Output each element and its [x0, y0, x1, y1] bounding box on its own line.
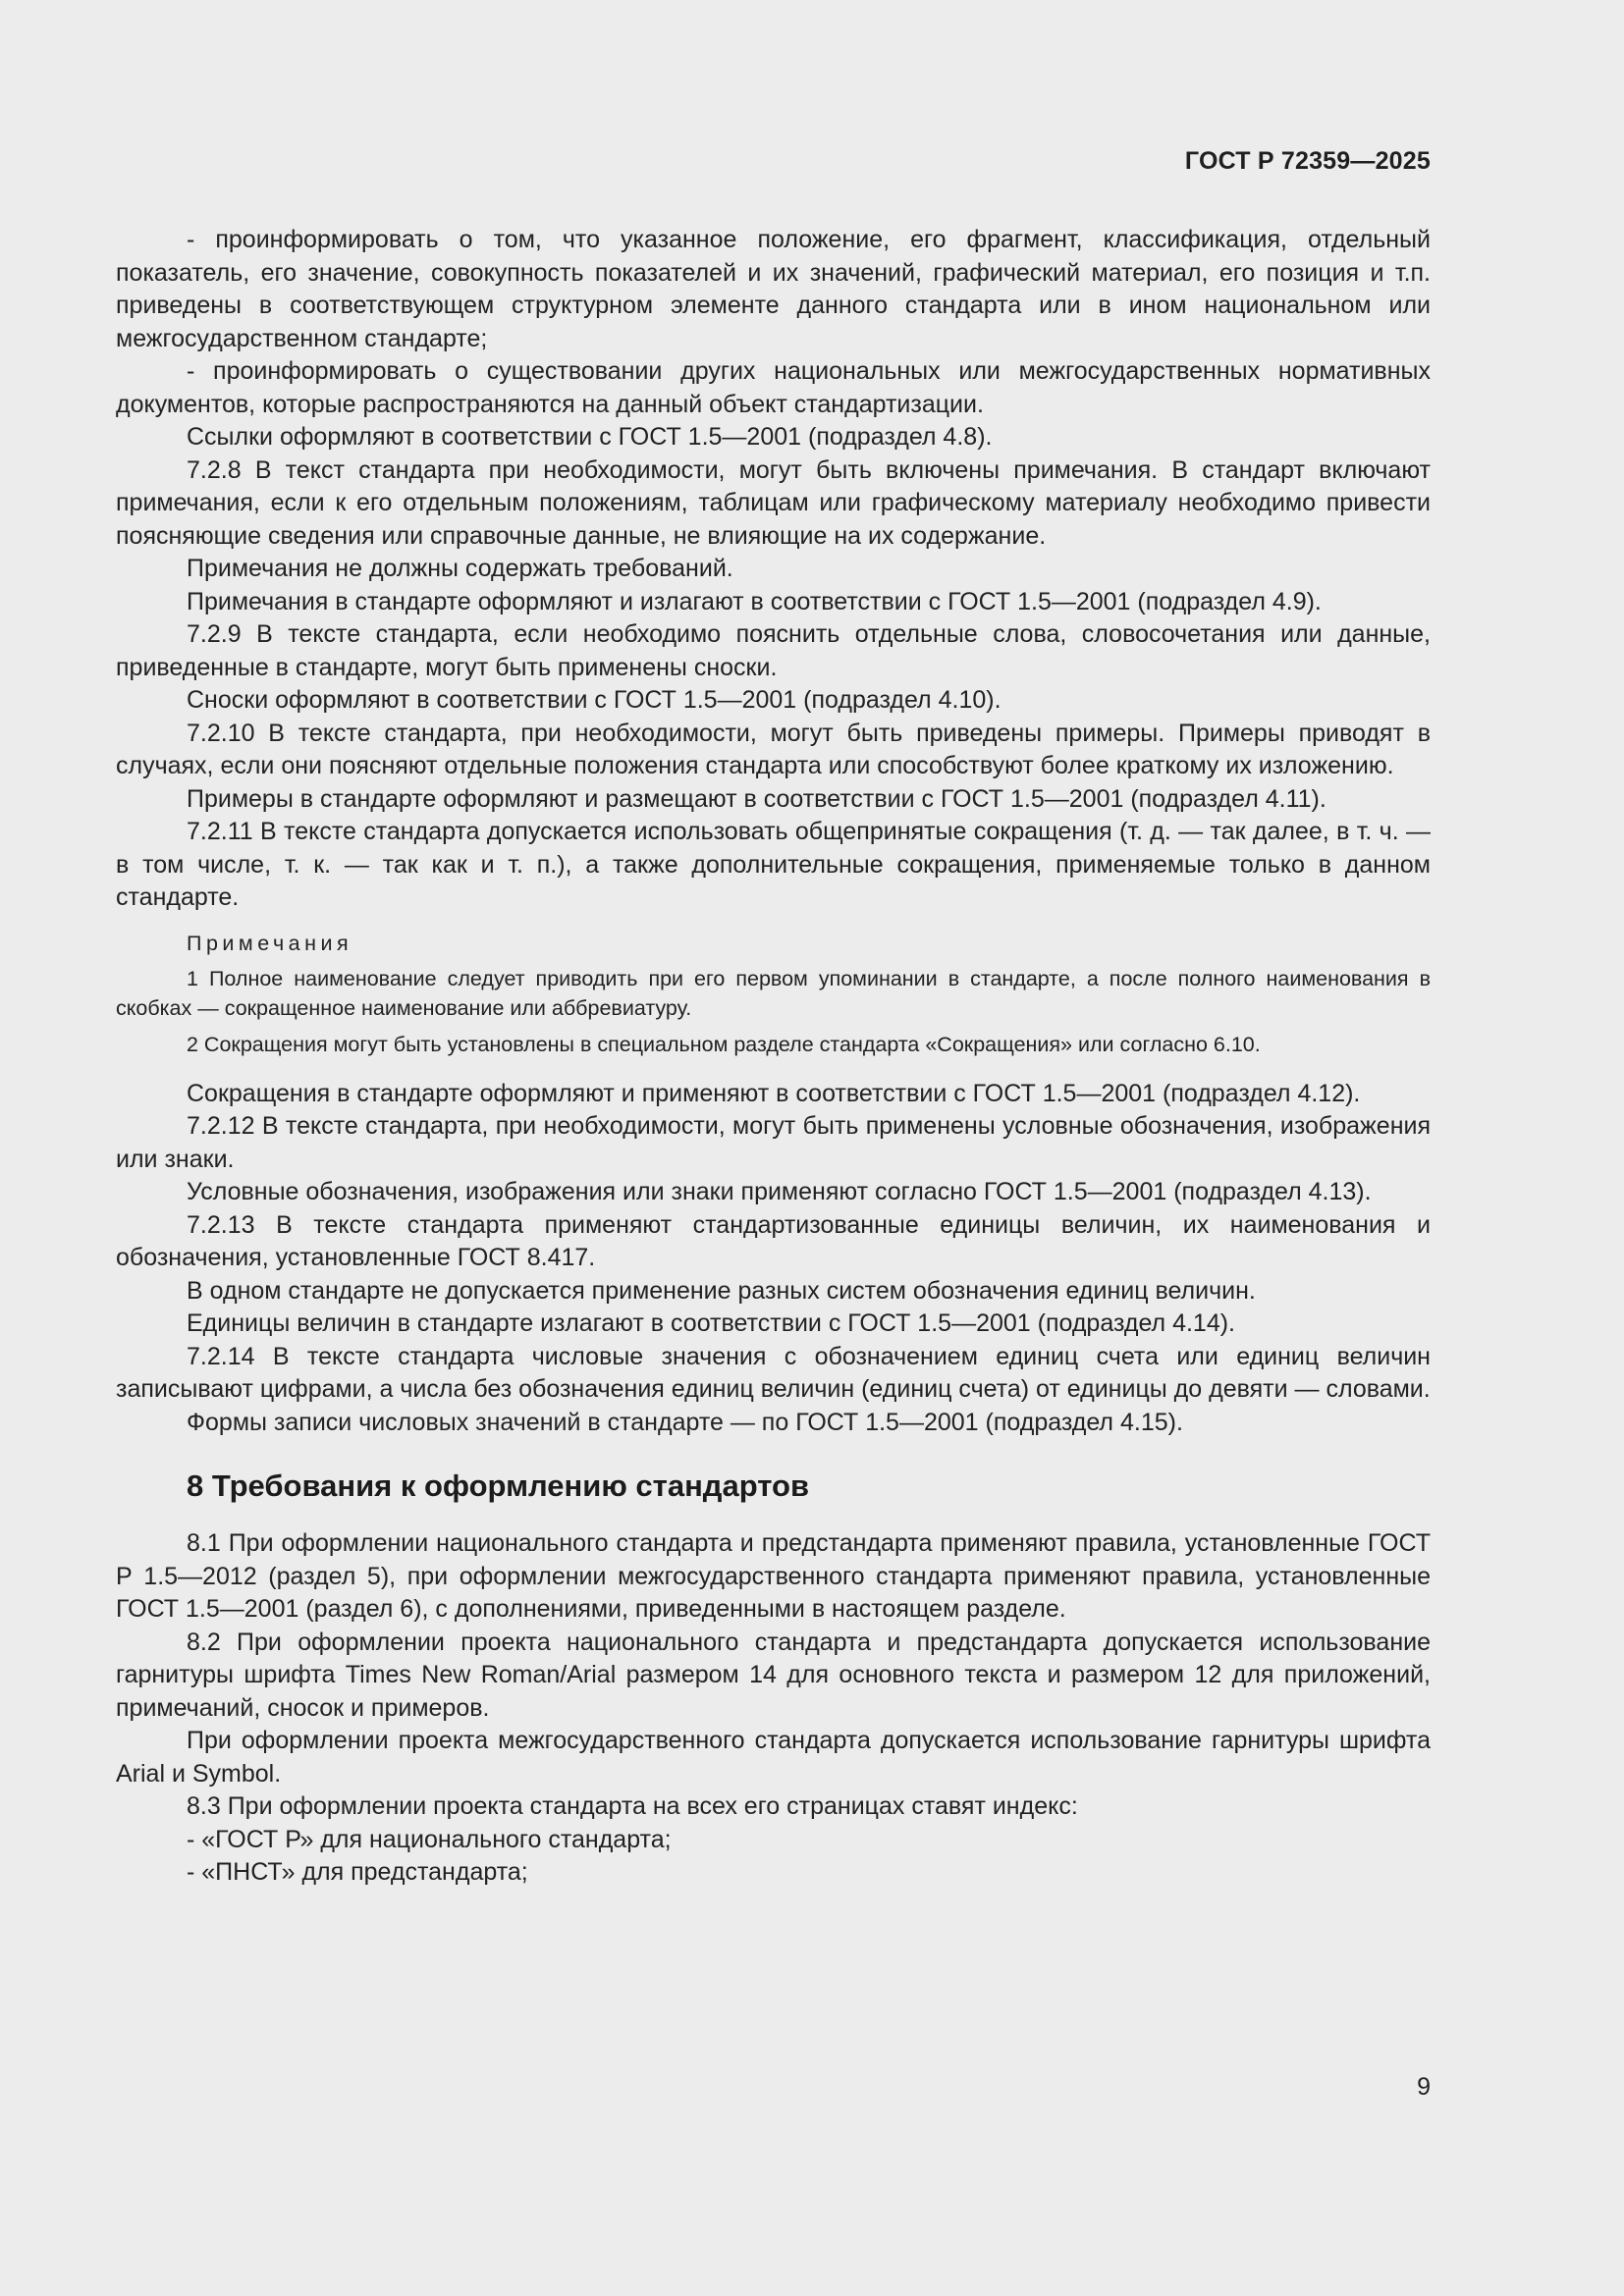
list-item: - «ГОСТ Р» для национального стандарта; [187, 1825, 672, 1853]
section-heading: 8 Требования к оформлению стандартов [187, 1468, 810, 1503]
paragraph: 7.2.12 В тексте стандарта, при необходимости, могут быть применены условные обозначения, изображения или знаки. [116, 1112, 1431, 1173]
paragraph: Формы записи числовых значений в стандарте — по ГОСТ 1.5—2001 (подраздел 4.15). [187, 1408, 1183, 1436]
paragraph: 7.2.10 В тексте стандарта, при необходимости, могут быть приведены примеры. Примеры приводят в случаях, если они поясняют отдельные положения стандарта или способствуют более краткому их изложению. [116, 719, 1431, 779]
paragraph: Сокращения в стандарте оформляют и применяют в соответствии с ГОСТ 1.5—2001 (подраздел 4.12). [187, 1079, 1361, 1107]
paragraph: 7.2.14 В тексте стандарта числовые значения с обозначением единиц счета или единиц величин записывают цифрами, а числа без обозначения единиц величин (единиц счета) от единицы до девяти — словами. [116, 1342, 1431, 1403]
paragraph: - проинформировать о том, что указанное положение, его фрагмент, классификация, отдельный показатель, его значение, совокупность показателей и их значений, графический материал, его позиция и т.п. приведены в соответствующем структурном элементе данного стандарта или в ином национальном или межгосударственном стандарте; [116, 226, 1431, 352]
note-item: 2 Сокращения могут быть установлены в специальном разделе стандарта «Сокращения» или согласно 6.10. [187, 1032, 1261, 1056]
paragraph: Единицы величин в стандарте излагают в соответствии с ГОСТ 1.5—2001 (подраздел 4.14). [187, 1309, 1235, 1337]
paragraph: 8.2 При оформлении проекта национального стандарта и предстандарта допускается использование гарнитуры шрифта Times New Roman/Arial размером 14 для основного текста и размером 12 для приложений, примечаний, сносок и примеров. [116, 1628, 1431, 1722]
paragraph: Примечания не должны содержать требований. [187, 555, 733, 582]
paragraph: - проинформировать о существовании других национальных или межгосударственных нормативных документов, которые распространяются на данный объект стандартизации. [116, 357, 1431, 418]
paragraph: 7.2.11 В тексте стандарта допускается использовать общепринятые сокращения (т. д. — так далее, в т. ч. — в том числе, т. к. — так как и т. п.), а также дополнительные сокращения, применяемые только в данном стандарте. [116, 818, 1431, 911]
paragraph: Примеры в стандарте оформляют и размещают в соответствии с ГОСТ 1.5—2001 (подраздел 4.11). [187, 784, 1326, 813]
paragraph: 8.3 При оформлении проекта стандарта на всех его страницах ставят индекс: [187, 1792, 1078, 1820]
paragraph: При оформлении проекта межгосударственного стандарта допускается использование гарнитуры шрифта Arial и Symbol. [116, 1727, 1431, 1788]
paragraph: Примечания в стандарте оформляют и излагают в соответствии с ГОСТ 1.5—2001 (подраздел 4.9). [187, 587, 1322, 615]
paragraph: 7.2.9 В тексте стандарта, если необходимо пояснить отдельные слова, словосочетания или данные, приведенные в стандарте, могут быть применены сноски. [116, 620, 1431, 681]
paragraph: Сноски оформляют в соответствии с ГОСТ 1.5—2001 (подраздел 4.10). [187, 686, 1001, 714]
paragraph: 7.2.8 В текст стандарта при необходимости, могут быть включены примечания. В стандарт включают примечания, если к его отдельным положениям, таблицам или графическому материалу необходимо привести поясняющие сведения или справочные данные, не влияющие на их содержание. [116, 455, 1431, 550]
paragraph: Условные обозначения, изображения или знаки применяют согласно ГОСТ 1.5—2001 (подраздел 4.13). [187, 1178, 1372, 1205]
notes-spacer [116, 1066, 1431, 1078]
notes-title: Примечания [187, 931, 353, 955]
paragraph: Ссылки оформляют в соответствии с ГОСТ 1.5—2001 (подраздел 4.8). [187, 423, 993, 451]
document-body [116, 224, 1431, 1890]
note-item: 1 Полное наименование следует приводить при его первом упоминании в стандарте, а после полного наименования в скобках — сокращенное наименование или аббревиатуру. [116, 966, 1431, 1020]
document-header: ГОСТ Р 72359—2025 [1184, 147, 1431, 175]
list-item: - «ПНСТ» для предстандарта; [187, 1858, 528, 1886]
page-number: 9 [1417, 2073, 1431, 2101]
paragraph: В одном стандарте не допускается применение разных систем обозначения единиц величин. [187, 1276, 1256, 1305]
paragraph: 8.1 При оформлении национального стандарта и предстандарта применяют правила, установленные ГОСТ Р 1.5—2012 (раздел 5), при оформлении межгосударственного стандарта применяют правила, установленные ГОСТ 1.5—2001 (раздел 6), с дополнениями, приведенными в настоящем разделе. [116, 1529, 1431, 1623]
paragraph: 7.2.13 В тексте стандарта применяют стандартизованные единицы величин, их наименования и обозначения, установленные ГОСТ 8.417. [116, 1210, 1431, 1271]
